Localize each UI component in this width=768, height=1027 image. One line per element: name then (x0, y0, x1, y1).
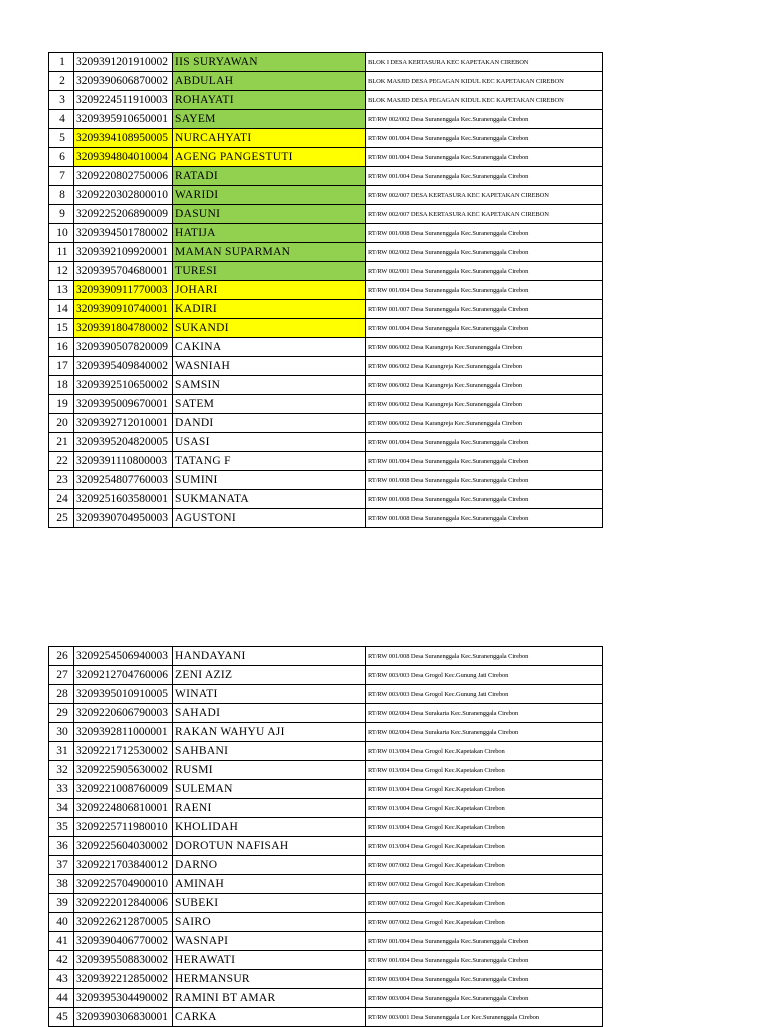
name-cell: AGUSTONI (173, 509, 366, 528)
row-number-cell: 41 (49, 932, 74, 951)
name-cell: DASUNI (173, 205, 366, 224)
name-cell: SAIRO (173, 913, 366, 932)
name-cell: MAMAN SUPARMAN (173, 243, 366, 262)
row-number-cell: 17 (49, 357, 74, 376)
table-row (49, 837, 603, 856)
row-number-cell: 15 (49, 319, 74, 338)
nik-cell: 3209221703840012 (74, 856, 173, 875)
row-number-cell: 18 (49, 376, 74, 395)
address-cell: RT/RW 013/004 Desa Grogol Kec.Kapetakan Cirebon (366, 780, 603, 799)
address-cell: RT/RW 006/002 Desa Karangreja Kec.Suranenggala Cirebon (366, 395, 603, 414)
nik-cell: 3209394804010004 (74, 148, 173, 167)
table-row (49, 509, 603, 528)
nik-cell: 3209251603580001 (74, 490, 173, 509)
address-cell: RT/RW 001/008 Desa Suranenggala Kec.Suranenggala Cirebon (366, 490, 603, 509)
row-number-cell: 35 (49, 818, 74, 837)
row-number-cell: 2 (49, 72, 74, 91)
name-cell: ABDULAH (173, 72, 366, 91)
address-cell: RT/RW 001/004 Desa Suranenggala Kec.Suranenggala Cirebon (366, 281, 603, 300)
table-row (49, 395, 603, 414)
table-row (49, 799, 603, 818)
table-row (49, 894, 603, 913)
name-cell: HANDAYANI (173, 647, 366, 666)
name-cell: DARNO (173, 856, 366, 875)
nik-cell: 3209225704900010 (74, 875, 173, 894)
row-number-cell: 16 (49, 338, 74, 357)
table-row (49, 932, 603, 951)
address-cell: RT/RW 003/004 Desa Suranenggala Kec.Suranenggala Cirebon (366, 970, 603, 989)
table-row (49, 338, 603, 357)
nik-cell: 3209392109920001 (74, 243, 173, 262)
nik-cell: 3209221712530002 (74, 742, 173, 761)
address-cell: RT/RW 002/002 Desa Suranenggala Kec.Suranenggala Cirebon (366, 110, 603, 129)
row-number-cell: 33 (49, 780, 74, 799)
table-row (49, 319, 603, 338)
nik-cell: 3209224511910003 (74, 91, 173, 110)
address-cell: RT/RW 002/002 Desa Suranenggala Kec.Suranenggala Cirebon (366, 243, 603, 262)
table-row (49, 357, 603, 376)
name-cell: CAKINA (173, 338, 366, 357)
address-cell: RT/RW 013/004 Desa Grogol Kec.Kapetakan Cirebon (366, 742, 603, 761)
address-cell: RT/RW 001/004 Desa Suranenggala Kec.Suranenggala Cirebon (366, 951, 603, 970)
row-number-cell: 12 (49, 262, 74, 281)
row-number-cell: 40 (49, 913, 74, 932)
address-cell: RT/RW 001/004 Desa Suranenggala Kec.Suranenggala Cirebon (366, 452, 603, 471)
table-row (49, 989, 603, 1008)
address-cell: RT/RW 002/001 Desa Suranenggala Kec.Suranenggala Cirebon (366, 262, 603, 281)
nik-cell: 3209225206890009 (74, 205, 173, 224)
table-row (49, 129, 603, 148)
address-cell: BLOK MASJID DESA PEGAGAN KIDUL KEC KAPETAKAN CIREBON (366, 91, 603, 110)
nik-cell: 3209222012840006 (74, 894, 173, 913)
name-cell: USASI (173, 433, 366, 452)
address-cell: RT/RW 001/004 Desa Suranenggala Kec.Suranenggala Cirebon (366, 167, 603, 186)
name-cell: ROHAYATI (173, 91, 366, 110)
table-row (49, 72, 603, 91)
row-number-cell: 44 (49, 989, 74, 1008)
name-cell: WASNAPI (173, 932, 366, 951)
nik-cell: 3209392811000001 (74, 723, 173, 742)
address-cell: RT/RW 001/004 Desa Suranenggala Kec.Suranenggala Cirebon (366, 129, 603, 148)
address-cell: RT/RW 007/002 Desa Grogol Kec.Kapetakan Cirebon (366, 894, 603, 913)
address-cell: RT/RW 003/003 Desa Grogol Kec.Gunung Jati Cirebon (366, 685, 603, 704)
table-row (49, 376, 603, 395)
name-cell: SULEMAN (173, 780, 366, 799)
table-row (49, 951, 603, 970)
name-cell: WARIDI (173, 186, 366, 205)
address-cell: RT/RW 013/004 Desa Grogol Kec.Kapetakan Cirebon (366, 818, 603, 837)
name-cell: ZENI AZIZ (173, 666, 366, 685)
table-row (49, 490, 603, 509)
address-cell: RT/RW 006/002 Desa Karangreja Kec.Suranenggala Cirebon (366, 376, 603, 395)
address-cell: RT/RW 003/001 Desa Suranenggala Lor Kec.Suranenggala Cirebon (366, 1008, 603, 1027)
row-number-cell: 8 (49, 186, 74, 205)
nik-cell: 3209392510650002 (74, 376, 173, 395)
nik-cell: 3209391110800003 (74, 452, 173, 471)
table-row (49, 148, 603, 167)
name-cell: SAHBANI (173, 742, 366, 761)
table-row (49, 685, 603, 704)
nik-cell: 3209395910650001 (74, 110, 173, 129)
table-row (49, 970, 603, 989)
row-number-cell: 42 (49, 951, 74, 970)
table-row (49, 262, 603, 281)
table-row (49, 205, 603, 224)
address-cell: RT/RW 001/007 Desa Suranenggala Kec.Suranenggala Cirebon (366, 300, 603, 319)
address-cell: RT/RW 001/008 Desa Suranenggala Kec.Suranenggala Cirebon (366, 471, 603, 490)
table-row (49, 53, 603, 72)
row-number-cell: 45 (49, 1008, 74, 1027)
address-cell: RT/RW 001/008 Desa Suranenggala Kec.Suranenggala Cirebon (366, 224, 603, 243)
table-row (49, 471, 603, 490)
name-cell: SUKANDI (173, 319, 366, 338)
address-cell: RT/RW 001/004 Desa Suranenggala Kec.Suranenggala Cirebon (366, 932, 603, 951)
address-cell: RT/RW 002/007 DESA KERTASURA KEC KAPETAKAN CIREBON (366, 186, 603, 205)
name-cell: WASNIAH (173, 357, 366, 376)
address-cell: RT/RW 013/004 Desa Grogol Kec.Kapetakan Cirebon (366, 761, 603, 780)
row-number-cell: 39 (49, 894, 74, 913)
nik-cell: 3209254506940003 (74, 647, 173, 666)
nik-cell: 3209220302800010 (74, 186, 173, 205)
address-cell: RT/RW 002/004 Desa Surakarta Kec.Suranenggala Cirebon (366, 704, 603, 723)
table-1-body (49, 53, 603, 528)
name-cell: CARKA (173, 1008, 366, 1027)
table-row (49, 723, 603, 742)
name-cell: RAENI (173, 799, 366, 818)
table-row (49, 110, 603, 129)
row-number-cell: 28 (49, 685, 74, 704)
row-number-cell: 36 (49, 837, 74, 856)
name-cell: WINATI (173, 685, 366, 704)
row-number-cell: 24 (49, 490, 74, 509)
row-number-cell: 43 (49, 970, 74, 989)
nik-cell: 3209395508830002 (74, 951, 173, 970)
row-number-cell: 10 (49, 224, 74, 243)
address-cell: RT/RW 002/004 Desa Surakarta Kec.Suranenggala Cirebon (366, 723, 603, 742)
table-row (49, 452, 603, 471)
row-number-cell: 37 (49, 856, 74, 875)
name-cell: NURCAHYATI (173, 129, 366, 148)
row-number-cell: 11 (49, 243, 74, 262)
row-number-cell: 29 (49, 704, 74, 723)
row-number-cell: 4 (49, 110, 74, 129)
name-cell: SAYEM (173, 110, 366, 129)
address-cell: RT/RW 013/004 Desa Grogol Kec.Kapetakan Cirebon (366, 837, 603, 856)
nik-cell: 3209221008760009 (74, 780, 173, 799)
row-number-cell: 34 (49, 799, 74, 818)
address-cell: RT/RW 002/007 DESA KERTASURA KEC KAPETAKAN CIREBON (366, 205, 603, 224)
address-cell: RT/RW 001/008 Desa Suranenggala Kec.Suranenggala Cirebon (366, 647, 603, 666)
name-cell: RAKAN WAHYU AJI (173, 723, 366, 742)
table-row (49, 742, 603, 761)
name-cell: RAMINI BT AMAR (173, 989, 366, 1008)
nik-cell: 3209390704950003 (74, 509, 173, 528)
table-row (49, 780, 603, 799)
nik-cell: 3209395009670001 (74, 395, 173, 414)
table-row (49, 856, 603, 875)
row-number-cell: 13 (49, 281, 74, 300)
table-row (49, 818, 603, 837)
name-cell: SUKMANATA (173, 490, 366, 509)
name-cell: HERAWATI (173, 951, 366, 970)
nik-cell: 3209394501780002 (74, 224, 173, 243)
name-cell: SAMSIN (173, 376, 366, 395)
name-cell: KADIRI (173, 300, 366, 319)
table-row (49, 243, 603, 262)
table-2-body (49, 647, 603, 1027)
row-number-cell: 21 (49, 433, 74, 452)
table-row (49, 281, 603, 300)
row-number-cell: 31 (49, 742, 74, 761)
nik-cell: 3209392712010001 (74, 414, 173, 433)
row-number-cell: 19 (49, 395, 74, 414)
name-cell: KHOLIDAH (173, 818, 366, 837)
row-number-cell: 38 (49, 875, 74, 894)
row-number-cell: 22 (49, 452, 74, 471)
name-cell: SUMINI (173, 471, 366, 490)
row-number-cell: 9 (49, 205, 74, 224)
address-cell: RT/RW 001/004 Desa Suranenggala Kec.Suranenggala Cirebon (366, 433, 603, 452)
nik-cell: 3209390910740001 (74, 300, 173, 319)
name-cell: RATADI (173, 167, 366, 186)
nik-cell: 3209395204820005 (74, 433, 173, 452)
nik-cell: 3209392212850002 (74, 970, 173, 989)
name-cell: TURESI (173, 262, 366, 281)
table-row (49, 167, 603, 186)
row-number-cell: 20 (49, 414, 74, 433)
name-cell: TATANG F (173, 452, 366, 471)
nik-cell: 3209212704760006 (74, 666, 173, 685)
row-number-cell: 14 (49, 300, 74, 319)
table-row (49, 186, 603, 205)
nik-cell: 3209390406770002 (74, 932, 173, 951)
row-number-cell: 7 (49, 167, 74, 186)
nik-cell: 3209390507820009 (74, 338, 173, 357)
nik-cell: 3209395409840002 (74, 357, 173, 376)
address-cell: RT/RW 003/004 Desa Suranenggala Kec.Suranenggala Cirebon (366, 989, 603, 1008)
nik-cell: 3209225905630002 (74, 761, 173, 780)
address-cell: RT/RW 013/004 Desa Grogol Kec.Kapetakan Cirebon (366, 799, 603, 818)
nik-cell: 3209394108950005 (74, 129, 173, 148)
nik-cell: 3209225711980010 (74, 818, 173, 837)
table-row (49, 913, 603, 932)
name-cell: HATIJA (173, 224, 366, 243)
name-cell: DANDI (173, 414, 366, 433)
name-cell: JOHARI (173, 281, 366, 300)
nik-cell: 3209390911770003 (74, 281, 173, 300)
row-number-cell: 5 (49, 129, 74, 148)
address-cell: RT/RW 001/008 Desa Suranenggala Kec.Suranenggala Cirebon (366, 509, 603, 528)
address-cell: RT/RW 007/002 Desa Grogol Kec.Kapetakan Cirebon (366, 875, 603, 894)
name-cell: AGENG PANGESTUTI (173, 148, 366, 167)
name-cell: RUSMI (173, 761, 366, 780)
table-row (49, 224, 603, 243)
name-cell: AMINAH (173, 875, 366, 894)
row-number-cell: 3 (49, 91, 74, 110)
row-number-cell: 26 (49, 647, 74, 666)
nik-cell: 3209226212870005 (74, 913, 173, 932)
address-cell: BLOK I DESA KERTASURA KEC KAPETAKAN CIREBON (366, 53, 603, 72)
table-row (49, 91, 603, 110)
nik-cell: 3209395010910005 (74, 685, 173, 704)
row-number-cell: 1 (49, 53, 74, 72)
name-cell: IIS SURYAWAN (173, 53, 366, 72)
table-row (49, 875, 603, 894)
table-row (49, 300, 603, 319)
nik-cell: 3209390306830001 (74, 1008, 173, 1027)
address-cell: BLOK MASJID DESA PEGAGAN KIDUL KEC KAPETAKAN CIREBON (366, 72, 603, 91)
address-cell: RT/RW 006/002 Desa Karangreja Kec.Suranenggala Cirebon (366, 357, 603, 376)
nik-cell: 3209395704680001 (74, 262, 173, 281)
address-cell: RT/RW 007/002 Desa Grogol Kec.Kapetakan Cirebon (366, 913, 603, 932)
row-number-cell: 30 (49, 723, 74, 742)
nik-cell: 3209254807760003 (74, 471, 173, 490)
address-cell: RT/RW 006/002 Desa Karangreja Kec.Suranenggala Cirebon (366, 338, 603, 357)
table-row (49, 666, 603, 685)
address-cell: RT/RW 001/004 Desa Suranenggala Kec.Suranenggala Cirebon (366, 148, 603, 167)
table-row (49, 704, 603, 723)
table-row (49, 761, 603, 780)
name-cell: SATEM (173, 395, 366, 414)
row-number-cell: 23 (49, 471, 74, 490)
name-cell: HERMANSUR (173, 970, 366, 989)
nik-cell: 3209395304490002 (74, 989, 173, 1008)
nik-cell: 3209390606870002 (74, 72, 173, 91)
data-table-2 (48, 646, 603, 1027)
nik-cell: 3209220802750006 (74, 167, 173, 186)
nik-cell: 3209391201910002 (74, 53, 173, 72)
name-cell: SUBEKI (173, 894, 366, 913)
address-cell: RT/RW 007/002 Desa Grogol Kec.Kapetakan Cirebon (366, 856, 603, 875)
table-row (49, 414, 603, 433)
table-row (49, 647, 603, 666)
nik-cell: 3209391804780002 (74, 319, 173, 338)
nik-cell: 3209220606790003 (74, 704, 173, 723)
row-number-cell: 27 (49, 666, 74, 685)
nik-cell: 3209224806810001 (74, 799, 173, 818)
table-row (49, 433, 603, 452)
name-cell: SAHADI (173, 704, 366, 723)
address-cell: RT/RW 003/003 Desa Grogol Kec.Gunung Jati Cirebon (366, 666, 603, 685)
address-cell: RT/RW 001/004 Desa Suranenggala Kec.Suranenggala Cirebon (366, 319, 603, 338)
row-number-cell: 32 (49, 761, 74, 780)
data-table-1 (48, 52, 603, 528)
row-number-cell: 6 (49, 148, 74, 167)
name-cell: DOROTUN NAFISAH (173, 837, 366, 856)
row-number-cell: 25 (49, 509, 74, 528)
nik-cell: 3209225604030002 (74, 837, 173, 856)
address-cell: RT/RW 006/002 Desa Karangreja Kec.Suranenggala Cirebon (366, 414, 603, 433)
